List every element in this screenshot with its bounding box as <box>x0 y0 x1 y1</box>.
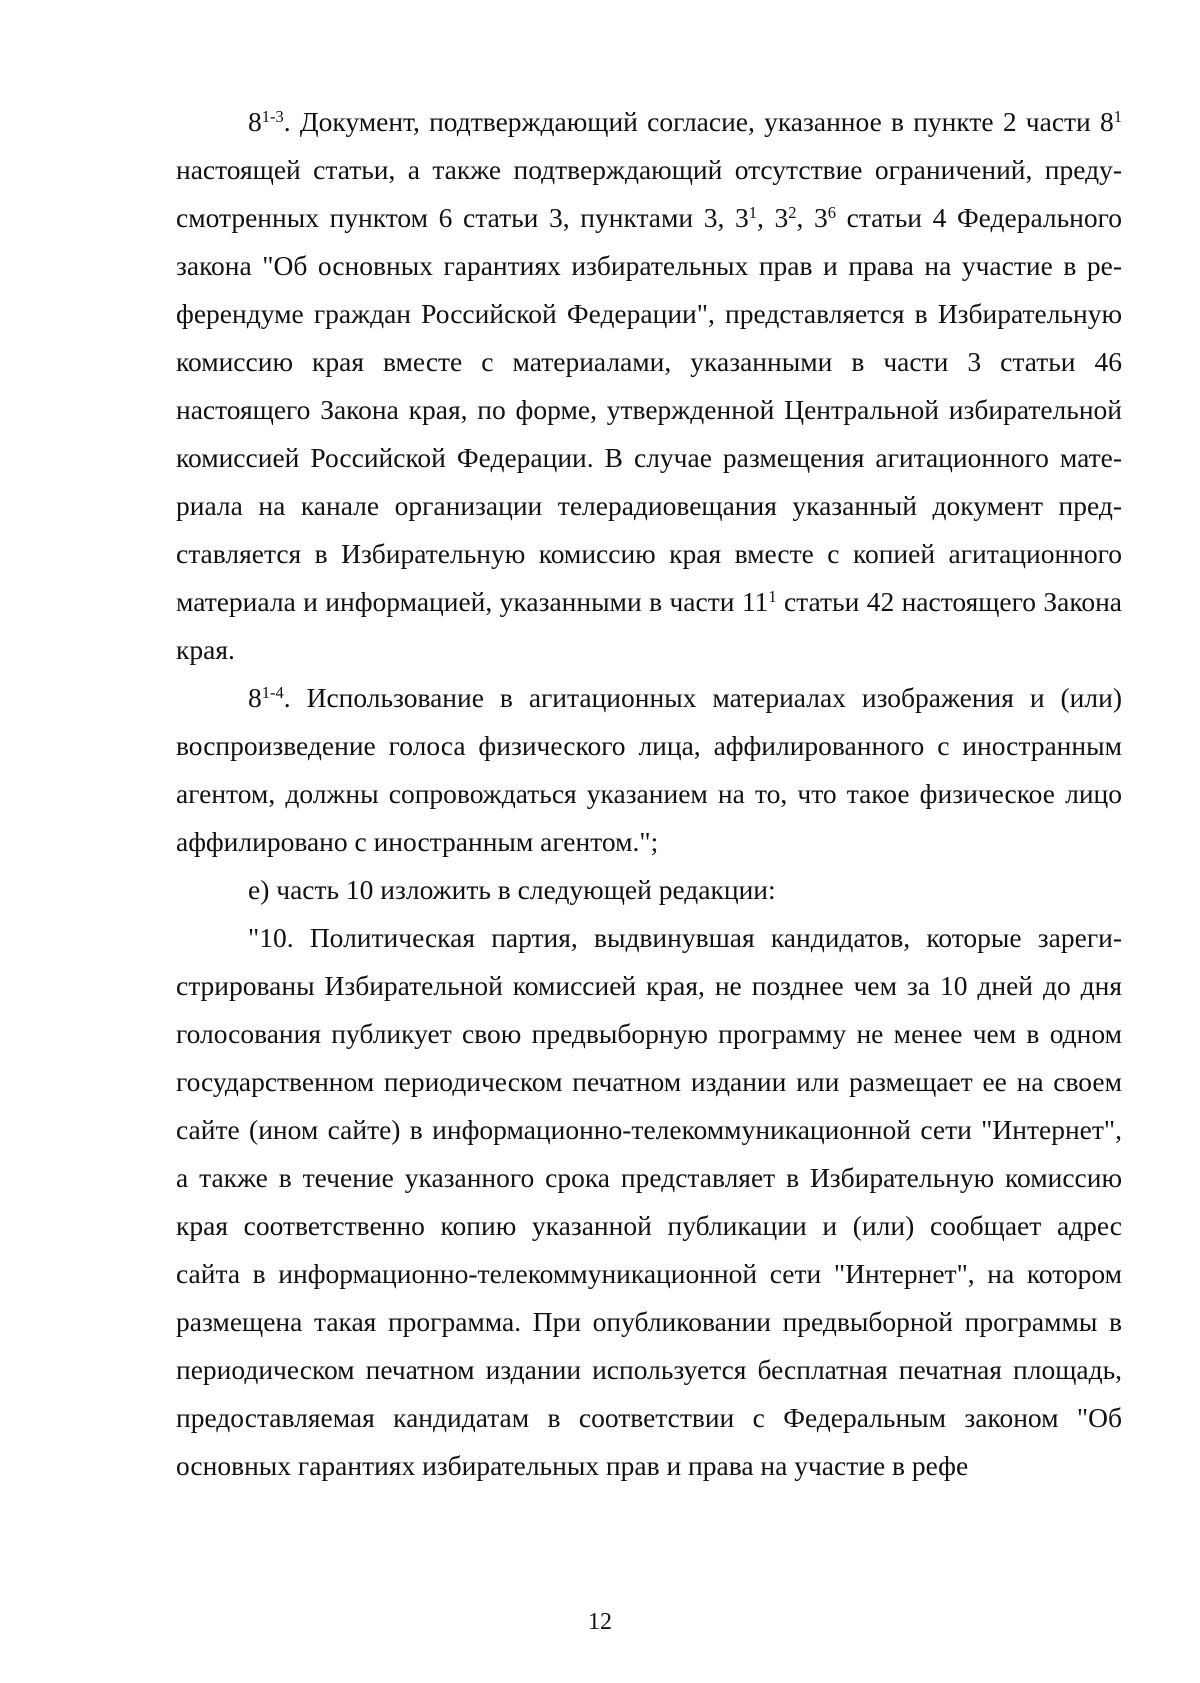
text-run: настоящей статьи, а также подтверждающий отсутствие ограничений, предусмотренных пунктом 6 статьи 3, пунктами 3, 3 <box>176 154 1122 233</box>
text-run: статьи 42 настоящего Закона края. <box>176 586 1122 665</box>
superscript-index: 1 <box>1113 106 1122 126</box>
superscript-index: 1 <box>768 586 777 606</box>
text-run: . Документ, подтверждающий согласие, указанное в пункте 2 части 8 <box>283 106 1114 137</box>
paragraph-8-1-3 <box>176 98 1122 674</box>
superscript-index: 1-3 <box>261 106 284 126</box>
paragraph-10 <box>176 914 1122 1490</box>
superscript-index: 1 <box>748 202 757 222</box>
text-run: статьи 4 Федерального закона "Об основных гарантиях избирательных прав и права на участие в референдуме граждан Российской Федерации", представляется в Избирательную комиссию края вместе с материалами, указанными в части 3 статьи 46 настоящего Закона края, по форме, утвержденной Центральной избирательной комиссией Российской Федерации. В случае размещения агитационного материала на канале организации телерадиовещания указанный документ представляется в Избирательную комиссию края вместе с копией агитационного материала и информацией, указанными в части 11 <box>176 202 1122 617</box>
paragraph-e <box>176 866 1122 914</box>
text-run: е) часть 10 изложить в следующей редакции: <box>248 874 776 905</box>
text-run: 8 <box>248 106 262 137</box>
text-run: . Использование в агитационных материалах изображения и (или) воспроизведение голоса физического лица, аффилированного с иностранным агентом, должны сопровождаться указанием на то, что такое физическое лицо аффилировано с иностранным агентом."; <box>176 682 1122 857</box>
text-run: , 3 <box>757 202 789 233</box>
text-run: , 3 <box>796 202 828 233</box>
superscript-index: 2 <box>788 202 797 222</box>
paragraph-8-1-4 <box>176 674 1122 866</box>
text-run: 8 <box>248 682 262 713</box>
superscript-index: 1-4 <box>261 682 284 702</box>
document-body <box>176 98 1122 1490</box>
page-number: 12 <box>588 1609 612 1635</box>
text-run: "10. Политическая партия, выдвинувшая кандидатов, которые зарегистрированы Избирательной комиссией края, не позднее чем за 10 дней до дня голосования публикует свою предвыборную программу не менее чем в одном государственном периодическом печатном издании или размещает ее на своем сайте (ином сайте) в информационно-телекоммуникационной сети "Интернет", а также в течение указанного срока представляет в Избирательную комиссию края соответственно копию указанной публикации и (или) сообщает адрес сайта в информационно-телекоммуникационной сети "Интернет", на котором размещена такая программа. При опубликовании предвыборной программы в периодическом печатном издании используется бесплатная печатная площадь, предоставляемая кандидатам в соответствии с Федеральным законом "Об основных гарантиях избирательных прав и права на участие в рефе <box>176 922 1122 1481</box>
superscript-index: 6 <box>827 202 836 222</box>
